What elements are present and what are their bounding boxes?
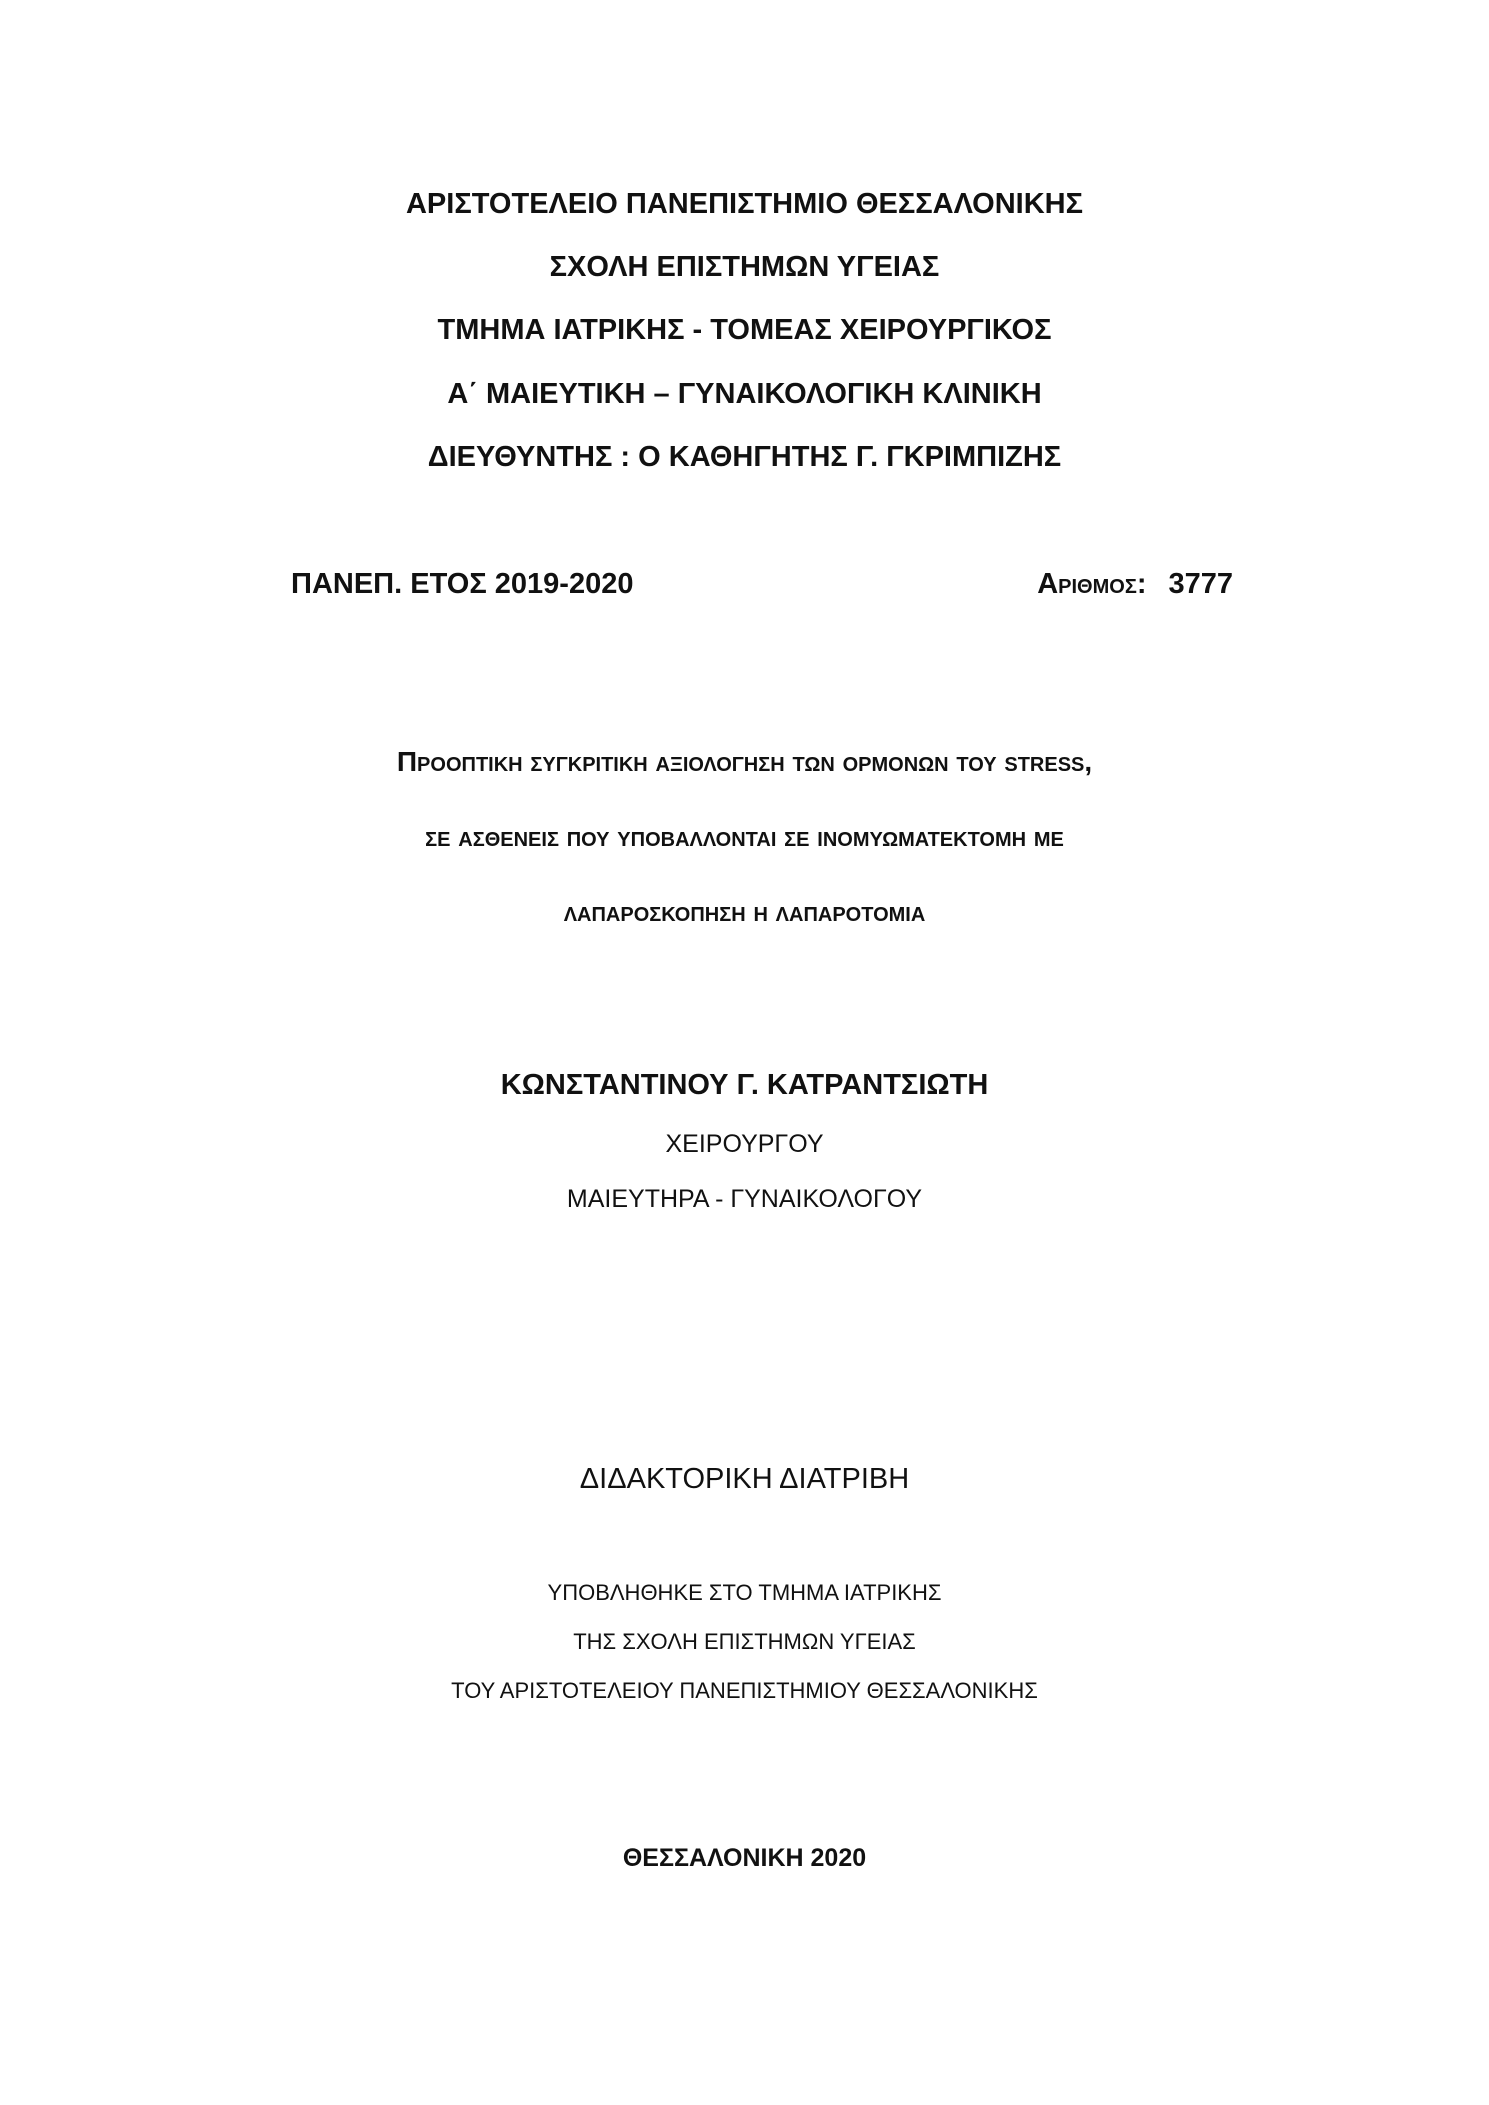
submission-line-1: ΥΠΟΒΛΗΘΗΚΕ ΣΤΟ ΤΜΗΜΑ ΙΑΤΡΙΚΗΣ <box>547 1580 942 1605</box>
school-name: ΣΧΟΛΗ ΕΠΙΣΤΗΜΩΝ ΥΓΕΙΑΣ <box>549 251 940 283</box>
thesis-title-line-2: σε ασθενεις που υποβαλλονται σε ινομυωματεκτομη με <box>425 821 1064 852</box>
submission-line-2: ΤΗΣ ΣΧΟΛΗ ΕΠΙΣΤΗΜΩΝ ΥΓΕΙΑΣ <box>573 1629 916 1654</box>
thesis-title-line-1: Προοπτικη συγκριτικη αξιολογηση των ορμονων του stress, <box>396 746 1093 777</box>
thesis-number <box>1037 570 1233 599</box>
academic-year: ΠΑΝΕΠ. ΕΤΟΣ 2019-2020 <box>291 568 634 600</box>
thesis-title-line-3: λαπαροσκοπηση η λαπαροτομια <box>563 896 926 927</box>
submission-line-3: ΤΟΥ ΑΡΙΣΤΟΤΕΛΕΙΟΥ ΠΑΝΕΠΙΣΤΗΜΙΟΥ ΘΕΣΣΑΛΟΝΙΚΗΣ <box>451 1678 1038 1703</box>
director-line: ΔΙΕΥΘΥΝΤΗΣ : Ο ΚΑΘΗΓΗΤΗΣ Γ. ΓΚΡΙΜΠΙΖΗΣ <box>427 441 1062 473</box>
thesis-type: ΔΙΔΑΚΤΟΡΙΚΗ ΔΙΑΤΡΙΒΗ <box>579 1463 910 1495</box>
author-role-obgyn: ΜΑΙΕΥΤΗΡΑ - ΓΥΝΑΙΚΟΛΟΓΟΥ <box>566 1185 923 1213</box>
university-name: ΑΡΙΣΤΟΤΕΛΕΙΟ ΠΑΝΕΠΙΣΤΗΜΙΟ ΘΕΣΣΑΛΟΝΙΚΗΣ <box>405 188 1084 220</box>
author-name: ΚΩΝΣΤΑΝΤΙΝΟΥ Γ. ΚΑΤΡΑΝΤΣΙΩΤΗ <box>500 1069 989 1101</box>
author-role-surgeon: ΧΕΙΡΟΥΡΓΟΥ <box>665 1130 824 1158</box>
place-year: ΘΕΣΣΑΛΟΝΙΚΗ 2020 <box>622 1844 867 1872</box>
thesis-number-label: Αριθμος: <box>1037 568 1147 600</box>
clinic-name: Α΄ ΜΑΙΕΥΤΙΚΗ – ΓΥΝΑΙΚΟΛΟΓΙΚΗ ΚΛΙΝΙΚΗ <box>447 378 1042 410</box>
department-name: ΤΜΗΜΑ ΙΑΤΡΙΚΗΣ - ΤΟΜΕΑΣ ΧΕΙΡΟΥΡΓΙΚΟΣ <box>437 314 1052 346</box>
thesis-number-value: 3777 <box>1168 568 1233 600</box>
